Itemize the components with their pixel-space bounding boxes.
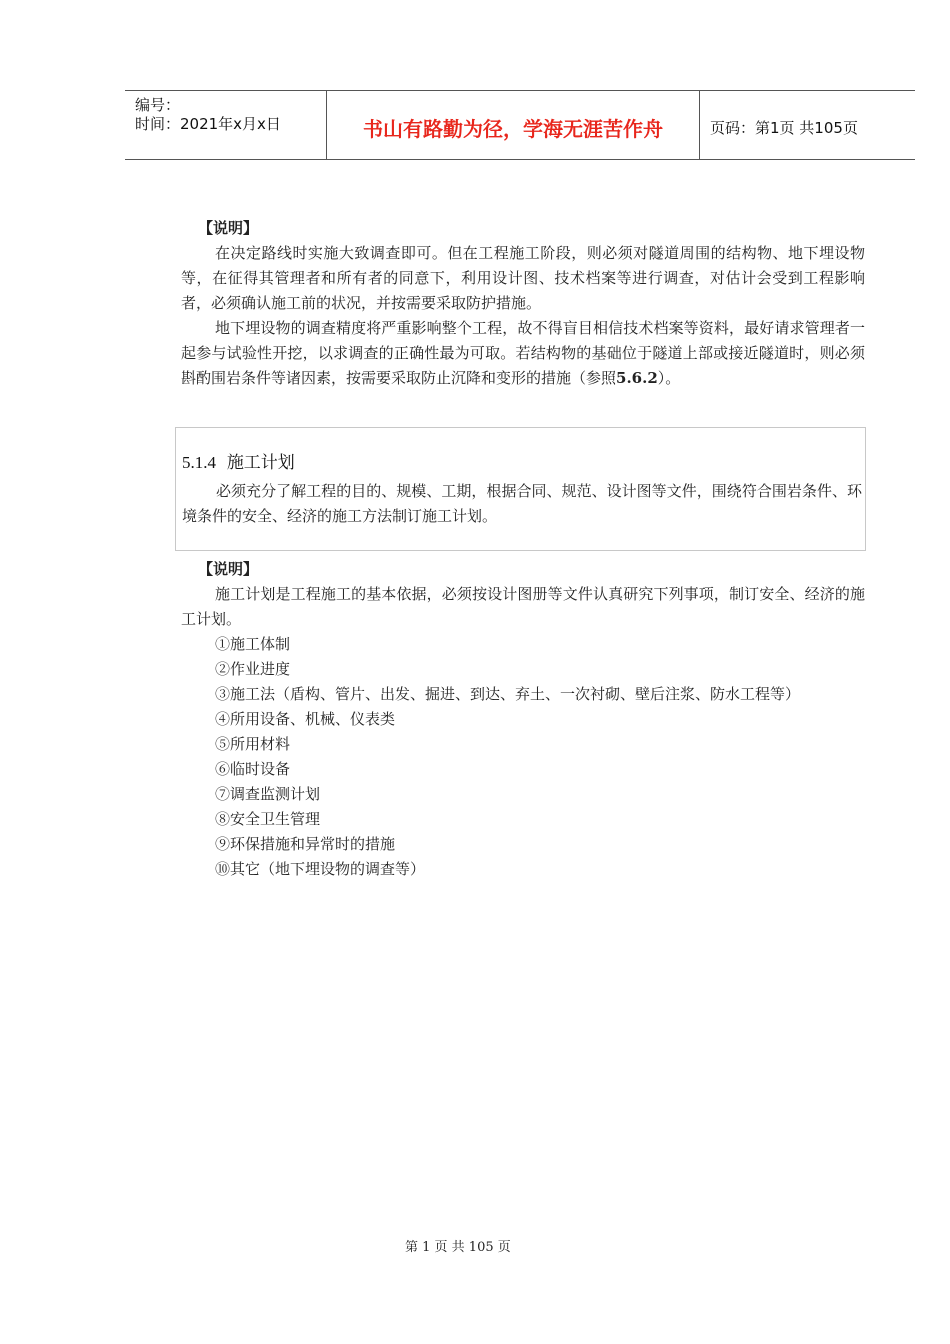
- paragraph: 在决定路线时实施大致调查即可。但在工程施工阶段，则必须对隧道周围的结构物、地下埋设物等，在征得其管理者和所有者的同意下，利用设计图、技术档案等进行调查，对估计会受到工程影响者，必须确认施工前的状况，并按需要采取防护措施。: [181, 244, 865, 312]
- list-item: ①施工体制: [215, 635, 291, 653]
- list-item: ③施工法（盾构、管片、出发、掘进、到达、弃土、一次衬砌、壁后注浆、防水工程等）: [215, 685, 801, 703]
- footer-page-number: 第 1 页 共 105 页: [405, 1240, 511, 1255]
- paragraph-text: 地下埋设物的调查精度将严重影响整个工程，故不得盲目相信技术档案等资料，最好请求管理者一起参与试验性开挖，以求调查的正确性最为可取。若结构物的基础位于隧道上部或接近隧道时，则必须斟酌围岩条件等诸因素，按需要采取防止沉降和变形的措施（参照: [181, 319, 865, 387]
- time-label: 时间：2021年x月x日: [135, 115, 281, 133]
- page-header: [125, 90, 915, 160]
- list-item: ⑩其它（地下埋设物的调查等）: [215, 860, 426, 878]
- list-item: ⑥临时设备: [215, 760, 291, 778]
- section-box: [175, 427, 866, 551]
- list-item: ⑨环保措施和异常时的措施: [215, 835, 396, 853]
- section-heading: [182, 448, 295, 473]
- plan-item-list: [181, 632, 865, 882]
- list-item: ⑧安全卫生管理: [215, 810, 321, 828]
- note-label: 【说明】: [198, 219, 259, 237]
- list-item: ⑤所用材料: [215, 735, 291, 753]
- section-reference: 5.6.2: [616, 369, 658, 387]
- header-page-number: 页码：第1页 共105页: [710, 119, 858, 137]
- explanation-block-2: [181, 557, 865, 882]
- explanation-block-1: [181, 216, 865, 391]
- page-footer: [0, 1236, 950, 1255]
- section-body: 必须充分了解工程的目的、规模、工期，根据合同、规范、设计图等文件，围绕符合围岩条件、环境条件的安全、经济的施工方法制订施工计划。: [182, 482, 862, 525]
- paragraph-text: ）。: [657, 369, 681, 387]
- list-item: ④所用设备、机械、仪表类: [215, 710, 396, 728]
- section-number: 5.1.4: [182, 453, 216, 472]
- header-motto-cell: [327, 91, 700, 159]
- motto-text: 书山有路勤为径，学海无涯苦作舟: [363, 117, 663, 141]
- list-item: ⑦调查监测计划: [215, 785, 321, 803]
- paragraph: 施工计划是工程施工的基本依据，必须按设计图册等文件认真研究下列事项，制订安全、经济的施工计划。: [181, 585, 865, 628]
- note-label: 【说明】: [198, 560, 259, 578]
- paragraph: [181, 316, 865, 391]
- section-title: 施工计划: [226, 453, 295, 473]
- number-label: 编号：: [135, 96, 181, 114]
- header-info-cell: [125, 91, 327, 159]
- list-item: ②作业进度: [215, 660, 291, 678]
- header-page-cell: [700, 91, 915, 159]
